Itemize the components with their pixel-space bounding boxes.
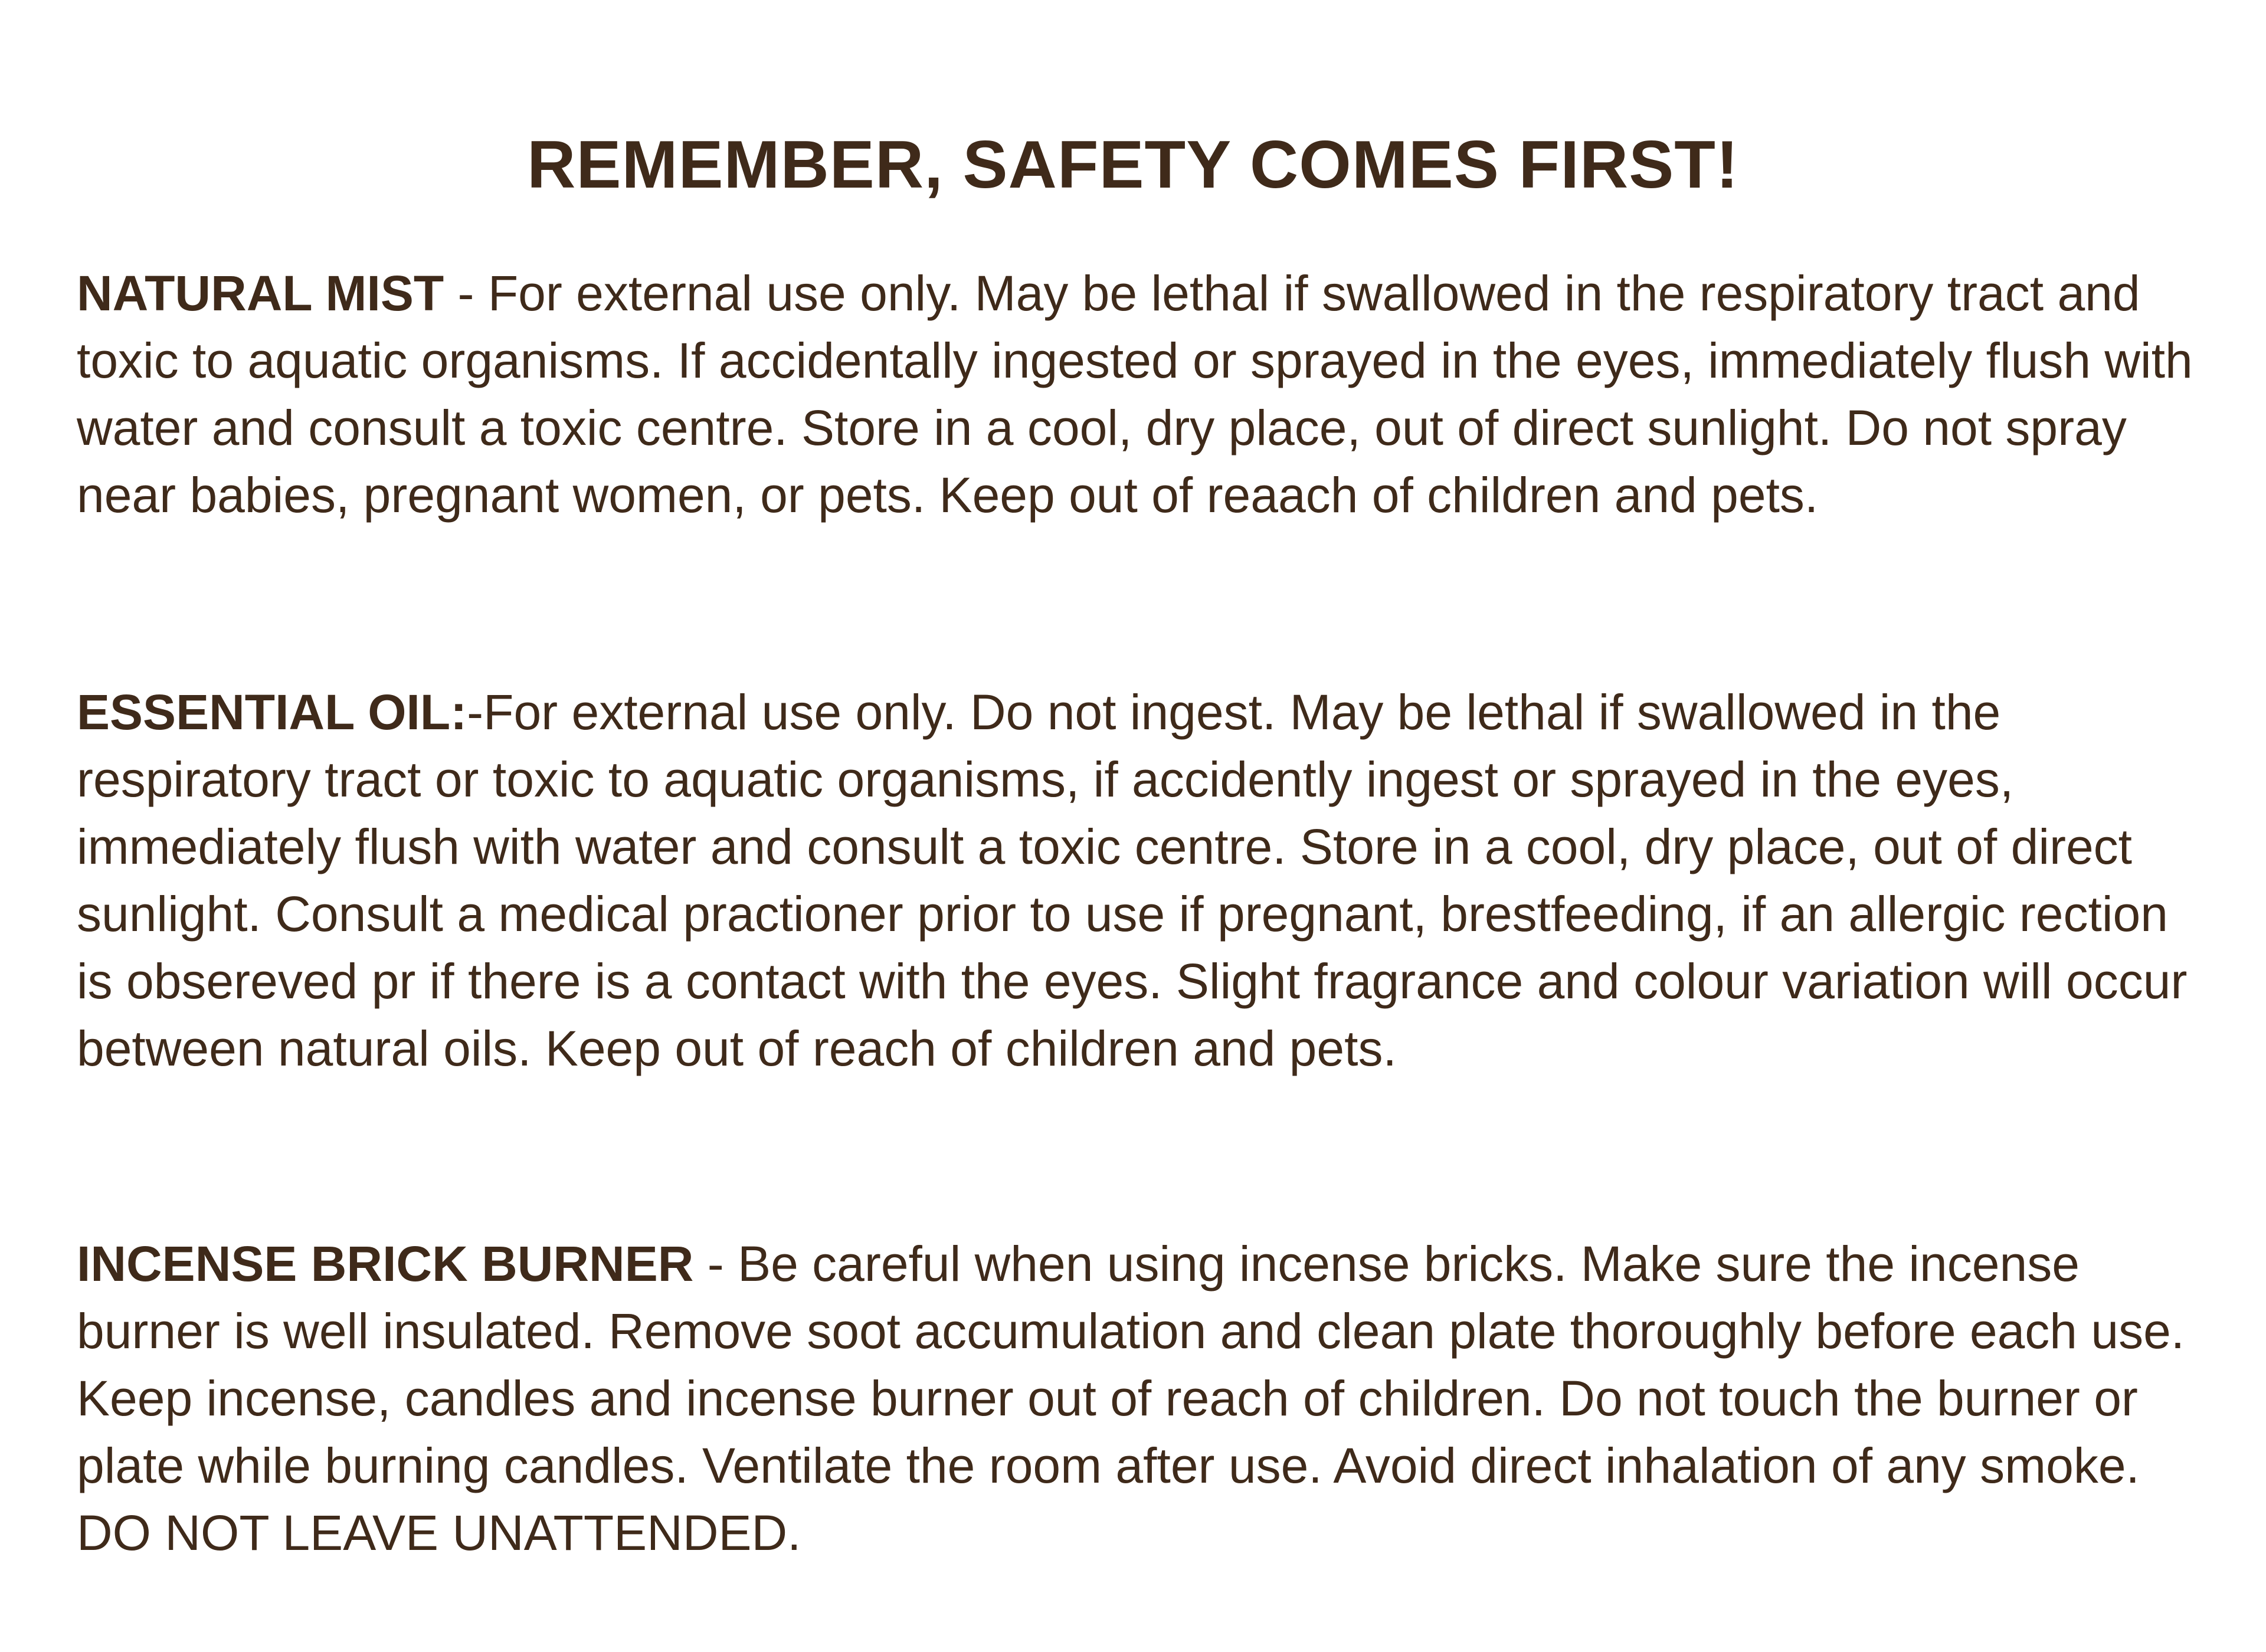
section-natural-mist (77, 260, 2213, 529)
section-essential-oil (77, 678, 2213, 1082)
section-incense-brick-burner (77, 1230, 2213, 1566)
section-separator: - (693, 1236, 738, 1292)
section-separator: - (444, 266, 488, 321)
section-label-incense-brick-burner: INCENSE BRICK BURNER (77, 1236, 694, 1292)
section-text-natural-mist: For external use only. May be lethal if swallowed in the respiratory tract and toxic to aquatic organisms. If accidentally ingested or sprayed in the eyes, immediately flush with water and consult a toxic centre. Store in a cool, dry place, out of direct sunlight. Do not spray near babies, pregnant women, or pets. Keep out of reaach of children and pets. (77, 266, 2193, 523)
section-text-incense-brick-burner: Be careful when using incense bricks. Make sure the incense burner is well insulated. Remove soot accumulation and clean plate thoroughly before each use. Keep incense, candles and incense burner out of reach of children. Do not touch the burner or plate while burning candles. Ventilate the room after use. Avoid direct inhalation of any smoke. DO NOT LEAVE UNATTENDED. (77, 1236, 2185, 1561)
section-text-essential-oil: For external use only. Do not ingest. May be lethal if swallowed in the respiratory tract or toxic to aquatic organisms, if accidently ingest or sprayed in the eyes, immediately flush with water and consult a toxic centre. Store in a cool, dry place, out of direct sunlight. Consult a medical practioner prior to use if pregnant, brestfeeding, if an allergic rection is obsereved pr if there is a contact with the eyes. Slight fragrance and colour variation will occur between natural oils. Keep out of reach of children and pets. (77, 684, 2188, 1076)
page-title: REMEMBER, SAFETY COMES FIRST! (527, 127, 1739, 202)
section-label-natural-mist: NATURAL MIST (77, 266, 444, 321)
section-separator: - (467, 684, 484, 740)
section-label-essential-oil: ESSENTIAL OIL: (77, 684, 467, 740)
